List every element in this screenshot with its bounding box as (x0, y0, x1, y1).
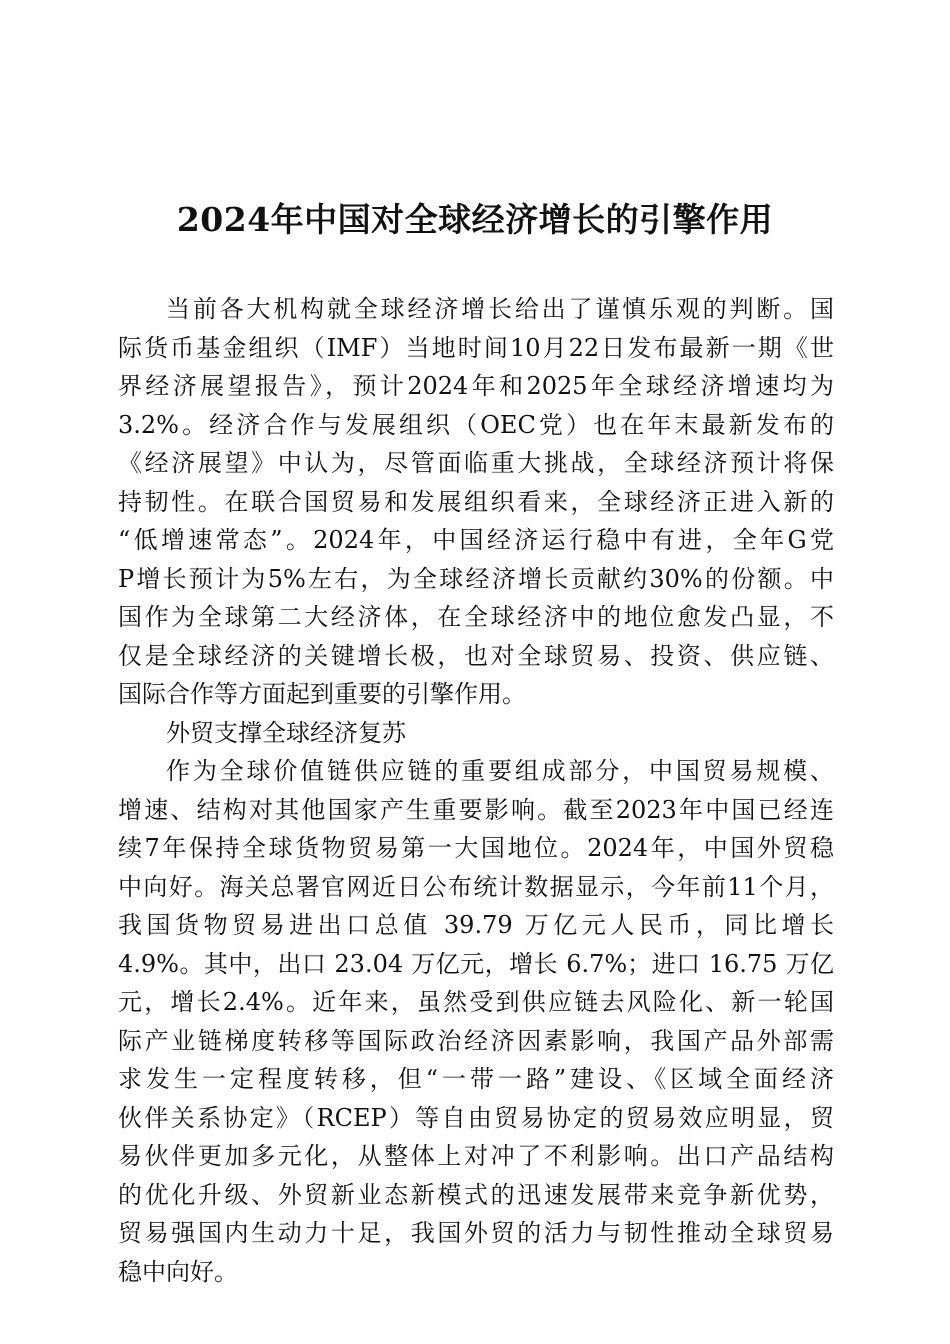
text-line: 易伙伴更加多元化，从整体上对冲了不利影响。出口产品结构 (118, 1142, 834, 1170)
text-line: 仅是全球经济的关键增长极，也对全球贸易、投资、供应链、 (118, 641, 834, 670)
text-line: 国际合作等方面起到重要的引擎作用。 (118, 680, 526, 708)
text-line: “低增速常态”。2024年，中国经济运行稳中有进，全年G党 (118, 526, 834, 554)
text-line: 国作为全球第二大经济体，在全球经济中的地位愈发凸显，不 (118, 603, 834, 631)
text-line: 4.9%。其中，出口 23.04 万亿元，增长 6.7%；进口 16.75 万亿 (118, 949, 834, 978)
text-line: 增速、结构对其他国家产生重要影响。截至2023年中国已经连 (118, 795, 834, 824)
section-heading: 外贸支撑全球经济复苏 (166, 718, 406, 747)
paragraph-2 (118, 752, 834, 1291)
text-line: 稳中向好。 (118, 1257, 238, 1286)
text-line: 界经济展望报告》，预计2024年和2025年全球经济增速均为 (118, 372, 834, 400)
text-line: 际产业链梯度转移等国际政治经济因素影响，我国产品外部需 (118, 1026, 834, 1055)
text-line: 续7年保持全球货物贸易第一大国地位。2024年，中国外贸稳 (118, 834, 834, 862)
text-line: 3.2%。经济合作与发展组织（OEC党）也在年末最新发布的 (118, 410, 834, 439)
text-line: 伙伴关系协定》（RCEP）等自由贸易协定的贸易效应明显，贸 (118, 1103, 834, 1132)
text-line: 中向好。海关总署官网近日公布统计数据显示，今年前11个月， (118, 872, 834, 901)
text-line: 作为全球价值链供应链的重要组成部分，中国贸易规模、 (166, 757, 834, 785)
text-line: 我国货物贸易进出口总值 39.79 万亿元人民币，同比增长 (118, 911, 834, 939)
text-line: 《经济展望》中认为，尽管面临重大挑战，全球经济预计将保 (118, 449, 834, 477)
text-line: 贸易强国内生动力十足，我国外贸的活力与韧性推动全球贸易 (118, 1219, 834, 1247)
document-title: 2024年中国对全球经济增长的引擎作用 (176, 200, 774, 239)
text-line: 的优化升级、外贸新业态新模式的迅速发展带来竞争新优势， (118, 1180, 834, 1209)
text-line: 求发生一定程度转移，但“一带一路”建设、《区域全面经济 (118, 1065, 834, 1093)
document-body (118, 290, 834, 1291)
text-line: 持韧性。在联合国贸易和发展组织看来，全球经济正进入新的 (118, 487, 834, 516)
paragraph-1 (118, 290, 834, 714)
text-line: 际货币基金组织（IMF）当地时间10月22日发布最新一期《世 (118, 333, 834, 362)
text-line: 当前各大机构就全球经济增长给出了谨慎乐观的判断。国 (166, 295, 834, 323)
text-line: 元，增长2.4%。近年来，虽然受到供应链去风险化、新一轮国 (118, 988, 834, 1016)
text-line: P增长预计为5%左右，为全球经济增长贡献约30%的份额。中 (118, 564, 834, 593)
